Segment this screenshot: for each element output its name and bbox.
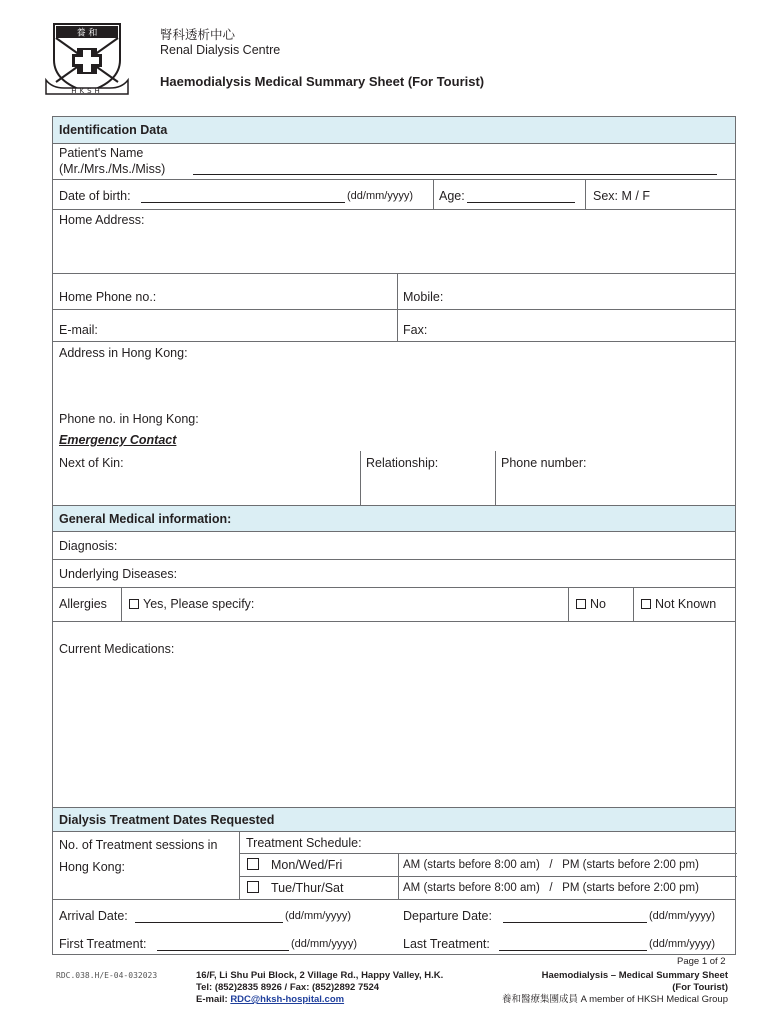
dates-row [53,899,735,955]
sessions-label-l2: Hong Kong: [59,860,126,874]
tel-line: Tel: (852)2835 8926 / Fax: (852)2892 7524 [196,982,380,993]
sessions-label-l1: No. of Treatment sessions in [59,838,218,852]
patient-name-label-l1: Patient's Name [59,146,144,160]
medications-label: Current Medications: [59,642,175,656]
first-treatment-label: First Treatment: [59,937,147,951]
org-name-zh: 腎科透析中心 [160,28,236,42]
email-row [53,309,735,341]
form-code: RDC.038.H/E-04-032023 [56,971,158,980]
member-line: 養和醫療集團成員 A member of HKSH Medical Group [502,994,728,1005]
allergy-no-option[interactable]: No [576,597,606,611]
schedule-tts-option[interactable]: Tue/Thur/Sat [247,881,344,895]
last-format: (dd/mm/yyyy) [649,938,715,950]
patient-name-field[interactable] [193,174,717,175]
dob-format: (dd/mm/yyyy) [347,190,413,202]
departure-field[interactable] [503,922,647,923]
sheet-title-l2: (For Tourist) [672,982,728,993]
am-option-1[interactable]: AM (starts before 8:00 am) / PM (starts before 2:00 pm) [403,859,699,871]
arrival-field[interactable] [135,922,283,923]
arrival-label: Arrival Date: [59,909,128,923]
home-phone-label[interactable]: Home Phone no.: [59,290,157,304]
mobile-label[interactable]: Mobile: [403,290,444,304]
hk-phone-label: Phone no. in Hong Kong: [59,412,199,426]
sex-selector[interactable]: Sex: M / F [593,189,650,203]
schedule-label: Treatment Schedule: [246,836,362,850]
allergies-label: Allergies [59,597,107,611]
document-title: Haemodialysis Medical Summary Sheet (For Tourist) [160,74,485,89]
home-address-row[interactable] [53,209,735,273]
allergy-no-checkbox[interactable] [576,599,586,609]
sheet-title-l1: Haemodialysis – Medical Summary Sheet [541,970,728,981]
schedule-mwf-option[interactable]: Mon/Wed/Fri [247,858,342,872]
dob-row [53,179,735,209]
patient-name-row [53,143,735,179]
fax-label[interactable]: Fax: [403,323,428,337]
allergy-yes-checkbox[interactable] [129,599,139,609]
next-of-kin-label[interactable]: Next of Kin: [59,456,124,470]
section-dialysis: Dialysis Treatment Dates Requested [53,807,735,831]
hk-address-row[interactable] [53,341,735,429]
relationship-label[interactable]: Relationship: [366,456,439,470]
next-of-kin-row [53,451,735,505]
arrival-format: (dd/mm/yyyy) [285,910,351,922]
patient-name-label-l2: (Mr./Mrs./Ms./Miss) [59,162,166,176]
section-identification: Identification Data [53,117,735,143]
dob-label: Date of birth: [59,189,131,203]
emergency-contact-heading: Emergency Contact [59,433,177,447]
summary-form [52,116,736,955]
emergency-contact-row [53,429,735,451]
hk-address-label: Address in Hong Kong: [59,346,188,360]
underlying-row[interactable] [53,559,735,587]
svg-text:HKSH: HKSH [71,87,103,95]
medications-row[interactable] [53,621,735,807]
first-format: (dd/mm/yyyy) [291,938,357,950]
phone-number-label[interactable]: Phone number: [501,456,587,470]
phone-row [53,273,735,309]
allergy-unknown-option[interactable]: Not Known [641,597,716,611]
allergies-row [53,587,735,621]
home-address-label: Home Address: [59,213,145,227]
last-treatment-field[interactable] [499,950,647,951]
departure-format: (dd/mm/yyyy) [649,910,715,922]
page-number: Page 1 of 2 [677,956,726,967]
email-line: E-mail: RDC@hksh-hospital.com [196,994,345,1005]
first-treatment-field[interactable] [157,950,289,951]
org-name [160,28,280,58]
underlying-label: Underlying Diseases: [59,567,178,581]
tts-checkbox[interactable] [247,881,259,893]
address-line: 16/F, Li Shu Pui Block, 2 Village Rd., Happy Valley, H.K. [196,970,444,981]
email-link[interactable]: RDC@hksh-hospital.com [230,994,345,1005]
age-label: Age: [439,189,465,203]
svg-text:養 和: 養 和 [76,28,98,39]
section-medical: General Medical information: [53,505,735,531]
footer-right [502,970,728,1006]
email-label[interactable]: E-mail: [59,323,98,337]
mwf-checkbox[interactable] [247,858,259,870]
last-treatment-label: Last Treatment: [403,937,490,951]
diagnosis-row[interactable] [53,531,735,559]
am-option-2[interactable]: AM (starts before 8:00 am) / PM (starts before 2:00 pm) [403,882,699,894]
schedule-row [53,831,735,899]
dob-field[interactable] [141,202,345,203]
diagnosis-label: Diagnosis: [59,539,118,553]
hksh-logo [44,20,130,98]
departure-label: Departure Date: [403,909,492,923]
allergy-unknown-checkbox[interactable] [641,599,651,609]
allergy-yes-option[interactable]: Yes, Please specify: [129,597,254,611]
footer-address [196,970,443,1006]
age-field[interactable] [467,202,575,203]
org-name-en: Renal Dialysis Centre [160,43,281,57]
